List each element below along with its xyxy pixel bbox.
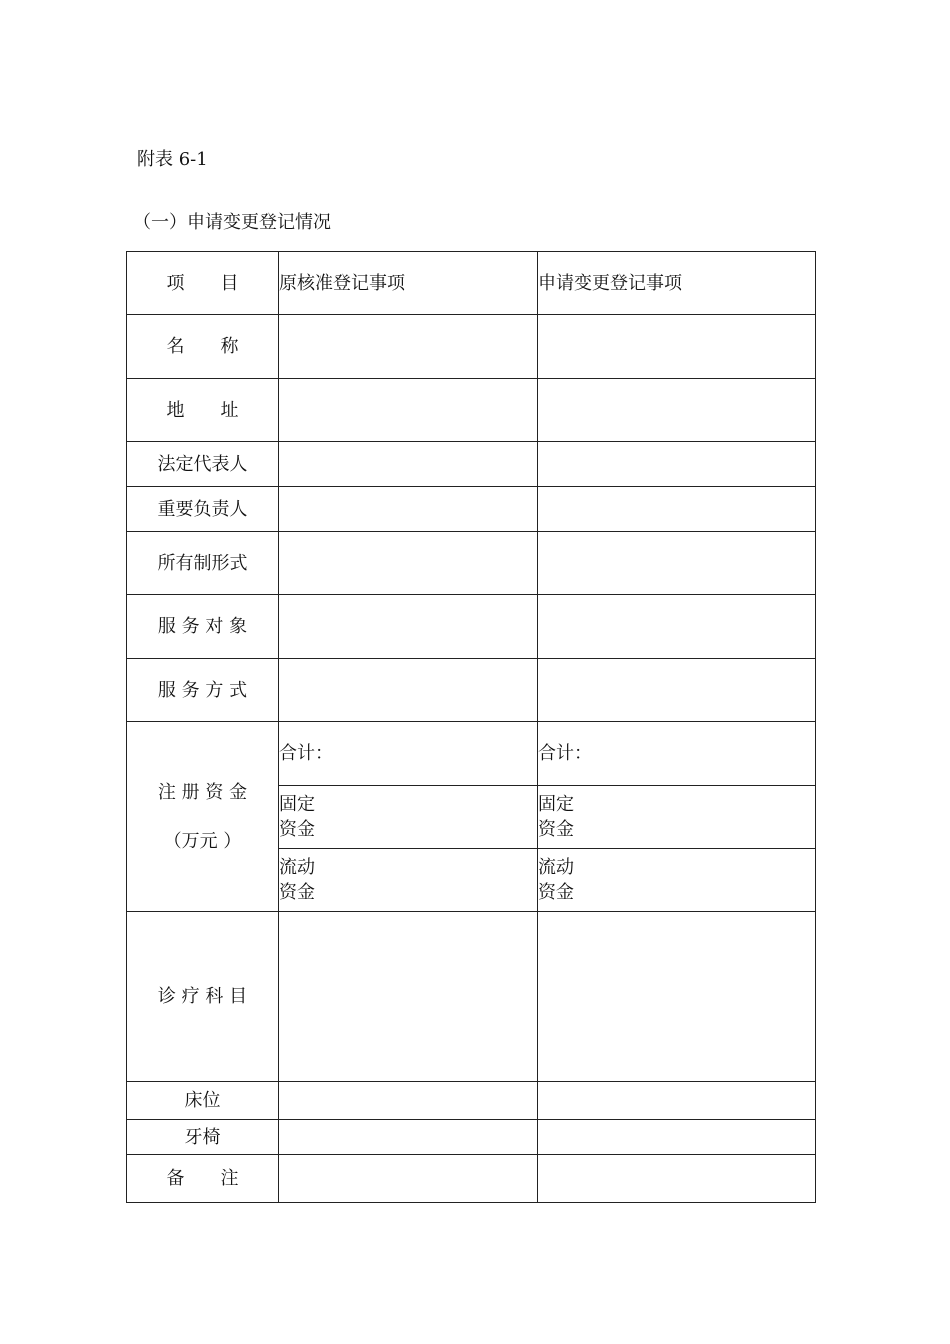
table-row [127,487,816,532]
row-label-dental-chairs: 牙椅 [127,1120,279,1155]
header-original: 原核准登记事项 [279,252,538,315]
fixed-label-line1: 固定 [538,794,574,815]
cell-change-name[interactable] [538,315,816,379]
cell-original-liquid-capital[interactable] [279,849,538,912]
row-label-beds: 床位 [127,1082,279,1120]
cell-original-address[interactable] [279,379,538,442]
fixed-label-line2: 资金 [538,819,574,840]
row-label-legal-rep: 法定代表人 [127,442,279,487]
appendix-label: 附表 6-1 [137,149,208,170]
row-label-ownership: 所有制形式 [127,532,279,595]
cell-change-departments[interactable] [538,912,816,1082]
cell-change-dental-chairs[interactable] [538,1120,816,1155]
change-registration-table [126,251,816,1203]
table-row [127,379,816,442]
header-item: 项 目 [127,252,279,315]
cell-change-legal-rep[interactable] [538,442,816,487]
cell-change-remarks[interactable] [538,1155,816,1203]
table-row [127,722,816,786]
table-row [127,1082,816,1120]
table-row [127,1120,816,1155]
cell-original-service-target[interactable] [279,595,538,659]
table-row [127,1155,816,1203]
cell-change-beds[interactable] [538,1082,816,1120]
row-label-principal: 重要负责人 [127,487,279,532]
section-title: （一）申请变更登记情况 [133,212,331,233]
row-label-service-target: 服 务 对 象 [127,595,279,659]
table-header-row [127,252,816,315]
cell-original-name[interactable] [279,315,538,379]
liquid-label-line1: 流动 [279,857,315,878]
cell-original-principal[interactable] [279,487,538,532]
cell-change-fixed-capital[interactable] [538,786,816,849]
table-row [127,442,816,487]
cell-change-principal[interactable] [538,487,816,532]
table-row [127,532,816,595]
cell-original-legal-rep[interactable] [279,442,538,487]
cell-original-remarks[interactable] [279,1155,538,1203]
row-label-address: 地 址 [127,379,279,442]
cell-original-ownership[interactable] [279,532,538,595]
capital-label: 注 册 资 金 [157,781,248,803]
row-label-capital [127,722,279,912]
fixed-label-line2: 资金 [279,819,315,840]
cell-original-beds[interactable] [279,1082,538,1120]
row-label-service-mode: 服 务 方 式 [127,659,279,722]
cell-change-ownership[interactable] [538,532,816,595]
fixed-label-line1: 固定 [279,794,315,815]
cell-change-service-mode[interactable] [538,659,816,722]
cell-original-departments[interactable] [279,912,538,1082]
liquid-label-line1: 流动 [538,857,574,878]
table-row [127,595,816,659]
cell-original-capital-total[interactable]: 合计： [279,722,538,786]
table-row [127,912,816,1082]
row-label-name: 名 称 [127,315,279,379]
cell-change-address[interactable] [538,379,816,442]
cell-change-liquid-capital[interactable] [538,849,816,912]
capital-unit: （万元 ） [163,830,242,852]
cell-change-service-target[interactable] [538,595,816,659]
cell-change-capital-total[interactable]: 合计： [538,722,816,786]
table-row [127,659,816,722]
table-row [127,315,816,379]
cell-original-service-mode[interactable] [279,659,538,722]
cell-original-dental-chairs[interactable] [279,1120,538,1155]
liquid-label-line2: 资金 [279,882,315,903]
liquid-label-line2: 资金 [538,882,574,903]
row-label-remarks: 备 注 [127,1155,279,1203]
header-change: 申请变更登记事项 [538,252,816,315]
row-label-departments: 诊 疗 科 目 [127,912,279,1082]
cell-original-fixed-capital[interactable] [279,786,538,849]
